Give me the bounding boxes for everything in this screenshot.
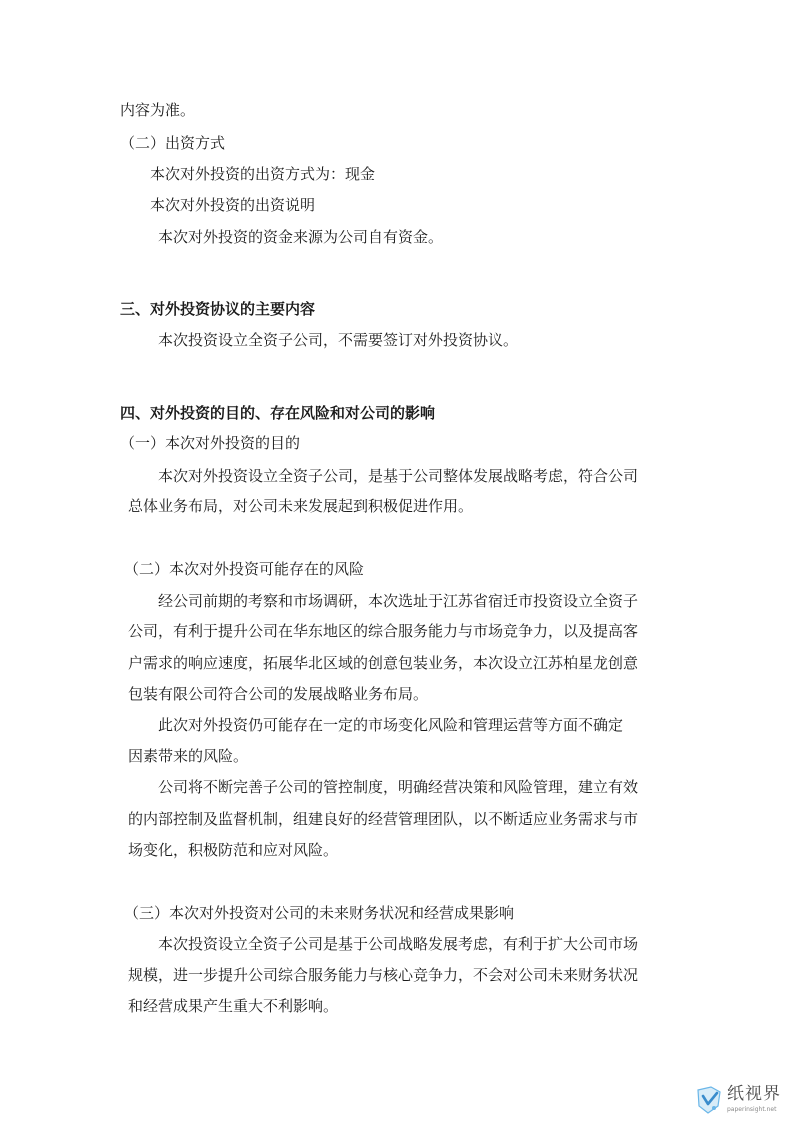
subheading: （二）本次对外投资可能存在的风险	[124, 560, 365, 578]
body-line: 场变化，积极防范和应对风险。	[128, 841, 339, 859]
body-line: 此次对外投资仍可能存在一定的市场变化风险和管理运营等方面不确定	[158, 716, 624, 734]
section-heading-4: 四、对外投资的目的、存在风险和对公司的影响	[120, 404, 436, 422]
body-line: 和经营成果产生重大不利影响。	[128, 997, 339, 1015]
subheading: （一）本次对外投资的目的	[120, 434, 301, 452]
body-line: 公司将不断完善子公司的管控制度，明确经营决策和风险管理，建立有效	[158, 778, 639, 796]
body-line: 本次投资设立全资子公司，不需要签订对外投资协议。	[158, 331, 519, 349]
body-line: 规模，进一步提升公司综合服务能力与核心竞争力，不会对公司未来财务状况	[128, 966, 639, 984]
body-line: 本次对外投资设立全资子公司，是基于公司整体发展战略考虑，符合公司	[158, 467, 639, 485]
watermark-brand: 纸视界	[727, 1084, 781, 1104]
subheading: （二）出资方式	[120, 134, 226, 152]
body-line: 包装有限公司符合公司的发展战略业务布局。	[128, 685, 429, 703]
body-line: 公司，有利于提升公司在华东地区的综合服务能力与市场竞争力，以及提高客	[128, 622, 639, 640]
watermark-url: paperinsight.net	[727, 1106, 777, 1113]
body-line: 因素带来的风险。	[128, 747, 249, 765]
watermark	[690, 1082, 790, 1122]
subheading: （三）本次对外投资对公司的未来财务状况和经营成果影响	[124, 904, 515, 922]
body-line: 本次对外投资的资金来源为公司自有资金。	[158, 228, 444, 246]
body-line: 经公司前期的考察和市场调研，本次选址于江苏省宿迁市投资设立全资子	[158, 592, 639, 610]
body-line: 内容为准。	[120, 101, 196, 119]
body-line: 本次对外投资的出资说明	[150, 196, 316, 214]
body-line: 总体业务布局，对公司未来发展起到积极促进作用。	[128, 497, 474, 515]
body-line: 本次对外投资的出资方式为：现金	[150, 165, 376, 183]
section-heading-3: 三、对外投资协议的主要内容	[120, 300, 316, 318]
body-line: 户需求的响应速度，拓展华北区域的创意包装业务，本次设立江苏柏星龙创意	[128, 654, 639, 672]
body-line: 本次投资设立全资子公司是基于公司战略发展考虑，有利于扩大公司市场	[158, 935, 639, 953]
body-line: 的内部控制及监督机制，组建良好的经营管理团队，以不断适应业务需求与市	[128, 810, 639, 828]
paperinsight-logo-icon	[694, 1084, 724, 1116]
